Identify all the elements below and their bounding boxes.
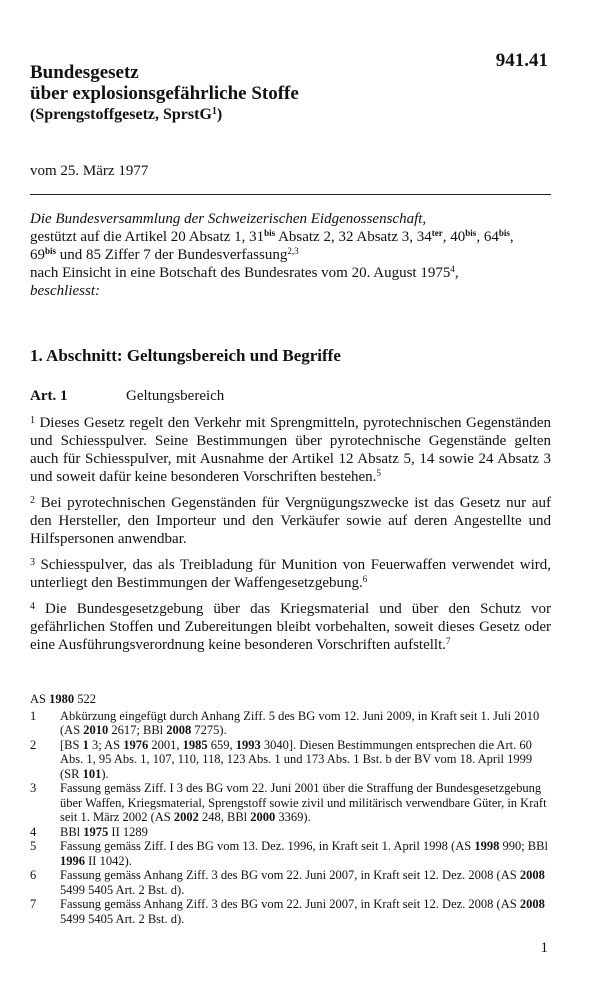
footnote-ref[interactable]: 4 (450, 264, 455, 274)
footnote-item (30, 738, 551, 782)
article-label: Art. 1 (30, 388, 68, 404)
preamble (30, 210, 560, 300)
article-paragraph: $^1$ Dieses Gesetz regelt den Verkehr mit Sprengmitteln, pyrotechnischen Gegenständen und Schiesspulver. Seine Bestimmungen über pyrotechnische Gegenstände gelten auch für Schiesspulver, mit Ausnahme der Artikel 12 Absatz 5, 14 sowie 24 Absatz 3 und soweit dafür keine besonderen Vorschriften bestehen.$^5$ (30, 415, 551, 485)
footnote-list (30, 709, 551, 927)
footnote-ref[interactable]: 5 (376, 468, 381, 478)
article-paragraph: $^3$ Schiesspulver, das als Treibladung für Munition von Feuerwaffen verwendet wird, unterliegt den Bestimmungen der Waffengesetzgebung.$^6$ (30, 557, 551, 591)
preamble-basis-cont: $69^{bis}$ und 85 Ziffer 7 der Bundesverfassung$^{2,3}$ (30, 246, 299, 263)
preamble-assembly: Die Bundesversammlung der Schweizerischen Eidgenossenschaft, (30, 211, 427, 227)
article-title: Geltungsbereich (126, 388, 225, 404)
law-abbreviation (30, 106, 222, 124)
page-number: 1 (540, 940, 548, 956)
footnote-text: Fassung gemäss Ziff. I 3 des BG vom 22. Juni 2001 über die Straffung der Bundesgesetzgebung über Waffen, Kriegsmaterial, Sprengstoff sowie zivil und militärisch verwendbare Güter, in Kraft seit 1. März 2002 (AS 2002 248, BBl 2000 3369). (60, 781, 547, 824)
footnote-ref[interactable]: 7 (446, 636, 451, 646)
paragraph-number: 4 (30, 601, 35, 612)
paragraph-number: 3 (30, 557, 35, 568)
footnote-text: BBl 1975 II 1289 (60, 824, 148, 839)
law-title (30, 62, 299, 104)
article-paragraph: $^2$ Bei pyrotechnischen Gegenständen für Vergnügungszwecke ist das Gesetz nur auf den Hersteller, den Importeur und den Verkäufer sowie auf deren Angestellte und Hilfspersonen anwendbar. (30, 495, 551, 547)
abbreviation-text: (Sprengstoffgesetz, SprstG (30, 106, 212, 123)
section-heading: 1. Abschnitt: Geltungsbereich und Begriffe (30, 346, 341, 365)
footnotes (30, 692, 551, 926)
footnote-number: 1 (30, 708, 37, 723)
footnote-text: Fassung gemäss Ziff. I des BG vom 13. Dez. 1996, in Kraft seit 1. April 1998 (AS 1998 990; BBl 1996 II 1042). (60, 839, 548, 868)
law-title-line-2: über explosionsgefährliche Stoffe (30, 83, 299, 104)
law-date: vom 25. März 1977 (30, 163, 149, 179)
footnote-item (30, 897, 551, 926)
footnote-number: 7 (30, 897, 37, 911)
footnote-number: 4 (30, 824, 37, 839)
footnote-text: Abkürzung eingefügt durch Anhang Ziff. 5 des BG vom 12. Juni 2009, in Kraft seit 1. Juli 2010 (AS 2010 2617; BBl 2008 7275). (60, 708, 540, 737)
footnote-item (30, 709, 551, 738)
footnote-item (30, 839, 551, 868)
abbreviation-close: ) (216, 106, 223, 123)
footnote-number: 2 (30, 737, 37, 752)
footnote-number: 5 (30, 839, 37, 853)
footnote-ref[interactable]: 6 (362, 574, 368, 584)
law-title-line-1: Bundesgesetz (30, 62, 139, 83)
source-reference: AS 1980 522 (30, 692, 96, 706)
divider (30, 194, 551, 195)
sr-number: 941.41 (495, 50, 548, 71)
footnote-text: [BS 1 3; AS 1976 2001, 1985 659, 1993 3040]. Diesen Bestimmungen entsprechen die Art. 60 Abs. 1, 95 Abs. 1, 107, 110, 118, 123 Abs. 1 und 173 Abs. 1 Bst. b der BV vom 18. April 1999 (SR 101). (60, 737, 533, 781)
article-heading (30, 388, 224, 405)
article-paragraph: $^4$ Die Bundesgesetzgebung über das Kriegsmaterial und über den Schutz vor gefährlichen Stoffen und Zubereitungen bleibt vorbehalten, soweit dieses Gesetz oder eine Ausführungsverordnung keine besonderen Vorschriften aufstellt.$^7$ (30, 601, 551, 653)
footnote-item (30, 868, 551, 897)
article-paragraphs (30, 414, 551, 662)
footnote-number: 6 (30, 868, 37, 882)
footnote-item (30, 825, 551, 840)
footnote-text: Fassung gemäss Anhang Ziff. 3 des BG vom 22. Juni 2007, in Kraft seit 12. Dez. 2008 (AS 2008 5499 5405 Art. 2 Bst. d). (60, 897, 545, 926)
paragraph-number: 2 (30, 495, 35, 506)
preamble-message: nach Einsicht in eine Botschaft des Bundesrates vom 20. August 1975$^4$, (30, 264, 459, 281)
footnote-ref[interactable]: 1 (211, 106, 217, 117)
footnote-text: Fassung gemäss Anhang Ziff. 3 des BG vom 22. Juni 2007, in Kraft seit 12. Dez. 2008 (AS 2008 5499 5405 Art. 2 Bst. d). (60, 868, 545, 897)
footnote-number: 3 (30, 781, 37, 795)
paragraph-number: 1 (30, 415, 35, 426)
preamble-basis: gestützt auf die Artikel 20 Absatz 1, $31^{bis}$ Absatz 2, 32 Absatz 3, $34^{ter}$, $40^{bis}$, $64^{bis}$, (30, 228, 514, 245)
footnote-ref[interactable]: 2,3 (287, 246, 299, 256)
preamble-decides: beschliesst: (30, 283, 100, 299)
footnote-item (30, 781, 551, 825)
